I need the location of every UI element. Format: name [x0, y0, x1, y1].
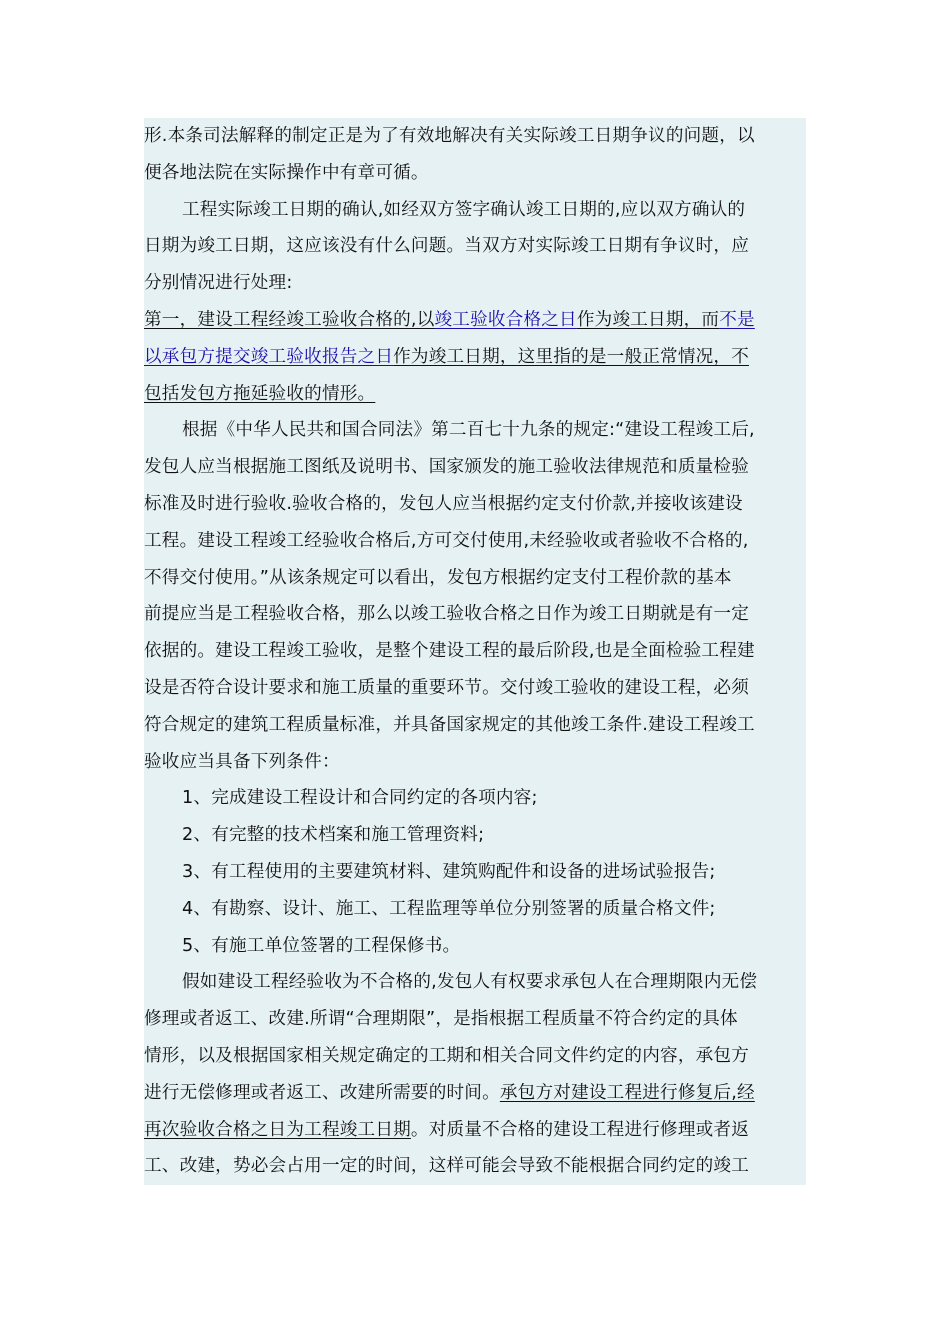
- list-item-text: 2、有完整的技术档案和施工管理资料;: [182, 825, 485, 846]
- text-run: 发包人应当根据施工图纸及说明书、国家颁发的施工验收法律规范和质量检验: [144, 457, 749, 478]
- text-run: 前提应当是工程验收合格，那么以竣工验收合格之日作为竣工日期就是有一定: [144, 604, 749, 625]
- text-line: [144, 707, 806, 744]
- text-run: 符合规定的建筑工程质量标准，并具备国家规定的其他竣工条件.建设工程竣工: [144, 714, 755, 735]
- list-item: [144, 780, 806, 817]
- list-item: [144, 891, 806, 928]
- text-line: [144, 670, 806, 707]
- underlined-clause-line: [144, 376, 806, 413]
- list-item: [144, 928, 806, 965]
- text-run: 。对质量不合格的建设工程进行修理或者返: [410, 1119, 750, 1140]
- text-line: [144, 118, 806, 155]
- text-run: 情形，以及根据国家相关规定确定的工期和相关合同文件约定的内容，承包方: [144, 1045, 749, 1066]
- text-run: 验收应当具备下列条件：: [144, 751, 340, 772]
- text-line: [144, 1001, 806, 1038]
- underlined-text: 第一，建设工程经竣工验收合格的,以: [144, 309, 435, 330]
- list-item-text: 5、有施工单位签署的工程保修书。: [182, 935, 461, 956]
- text-line: [144, 744, 806, 781]
- list-item-text: 1、完成建设工程设计和合同约定的各项内容;: [182, 788, 538, 809]
- text-line: [144, 1112, 806, 1149]
- text-line: [144, 155, 806, 192]
- text-run: 标准及时进行验收.验收合格的，发包人应当根据约定支付价款,并接收该建设: [144, 493, 743, 514]
- text-line: [144, 596, 806, 633]
- text-run: 形.本条司法解释的制定正是为了有效地解决有关实际竣工日期争议的问题，以: [144, 126, 755, 146]
- underlined-clause-line: [144, 339, 806, 376]
- paragraph-first-line: [144, 964, 806, 1001]
- text-run: 不得交付使用。”从该条规定可以看出，发包方根据约定支付工程价款的基本: [144, 567, 732, 588]
- text-line: [144, 449, 806, 486]
- text-line: [144, 265, 806, 302]
- list-item-text: 3、有工程使用的主要建筑材料、建筑购配件和设备的进场试验报告;: [182, 861, 716, 882]
- text-line: [144, 560, 806, 597]
- text-run: 进行无偿修理或者返工、改建所需要的时间。: [144, 1082, 500, 1103]
- hyperlink-not-report-date-cont[interactable]: 以承包方提交竣工验收报告之日: [144, 346, 394, 367]
- list-item: [144, 854, 806, 891]
- underlined-text: 包括发包方拖延验收的情形。: [144, 383, 376, 404]
- text-run: 修理或者返工、改建.所谓“合理期限”，是指根据工程质量不符合约定的具体: [144, 1009, 738, 1030]
- underlined-text: 作为竣工日期，而: [576, 309, 720, 330]
- text-run: 便各地法院在实际操作中有章可循。: [144, 162, 429, 183]
- text-run: 假如建设工程经验收为不合格的,发包人有权要求承包人在合理期限内无偿: [182, 972, 758, 993]
- underlined-clause-line: [144, 302, 806, 339]
- text-run: 依据的。建设工程竣工验收，是整个建设工程的最后阶段,也是全面检验工程建: [144, 641, 755, 662]
- text-run: 工程。建设工程竣工经验收合格后,方可交付使用,未经验收或者验收不合格的,: [144, 530, 749, 551]
- list-item-text: 4、有勘察、设计、施工、工程监理等单位分别签署的质量合格文件;: [182, 898, 716, 919]
- text-run: 设是否符合设计要求和施工质量的重要环节。交付竣工验收的建设工程，必须: [144, 677, 749, 698]
- underlined-text: 再次验收合格之日为工程竣工日期: [144, 1119, 411, 1140]
- list-item: [144, 817, 806, 854]
- text-run: 日期为竣工日期，这应该没有什么问题。当双方对实际竣工日期有争议时，应: [144, 236, 749, 257]
- text-run: 根据《中华人民共和国合同法》第二百七十九条的规定:“建设工程竣工后,: [182, 420, 755, 441]
- text-run: 工、改建，势必会占用一定的时间，这样可能会导致不能根据合同约定的竣工: [144, 1156, 749, 1177]
- hyperlink-not-report-date[interactable]: 不是: [719, 309, 755, 330]
- text-line: [144, 523, 806, 560]
- paragraph-first-line: [144, 412, 806, 449]
- underlined-text: 承包方对建设工程进行修复后,经: [499, 1082, 755, 1103]
- paragraph-first-line: [144, 192, 806, 229]
- text-line: [144, 1038, 806, 1075]
- text-line: [144, 633, 806, 670]
- text-run: 工程实际竣工日期的确认,如经双方签字确认竣工日期的,应以双方确认的: [182, 199, 746, 220]
- text-run: 分别情况进行处理:: [144, 273, 293, 294]
- text-line: [144, 228, 806, 265]
- text-line: [144, 1075, 806, 1112]
- document-text-block: [144, 118, 806, 1185]
- text-line: [144, 1148, 806, 1185]
- hyperlink-completion-date[interactable]: 竣工验收合格之日: [434, 309, 577, 330]
- text-line: [144, 486, 806, 523]
- underlined-text: 作为竣工日期，这里指的是一般正常情况，不: [393, 346, 750, 367]
